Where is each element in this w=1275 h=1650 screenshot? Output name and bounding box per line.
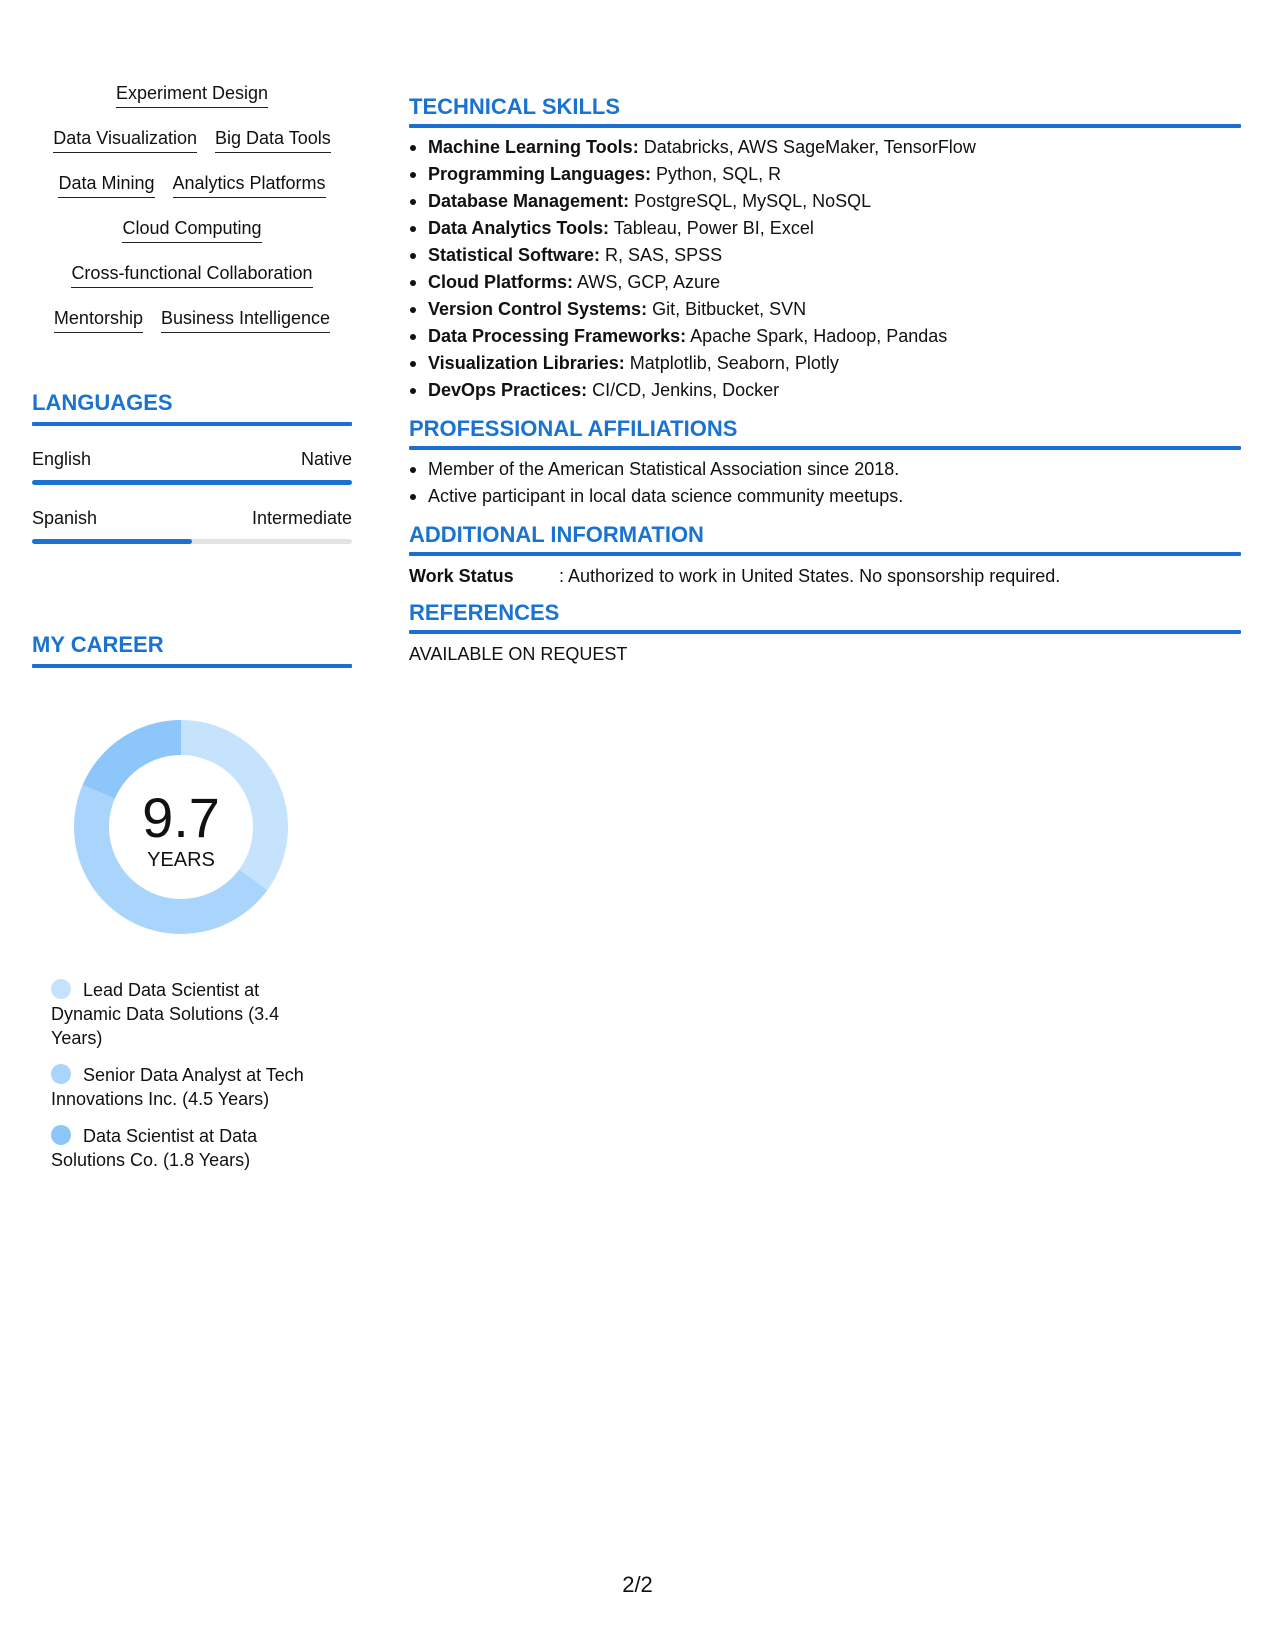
technical-skill-item	[409, 377, 1241, 404]
technical-skill-category: Visualization Libraries:	[428, 353, 625, 373]
language-level-bar	[32, 480, 352, 485]
technical-skill-category: Machine Learning Tools:	[428, 137, 639, 157]
language-item	[32, 448, 352, 485]
affiliations-section	[409, 416, 1241, 510]
languages-title: LANGUAGES	[32, 390, 173, 415]
career-legend	[51, 978, 331, 1172]
language-row	[32, 507, 352, 529]
skill-row	[32, 82, 352, 127]
work-status-label: Work Status	[409, 566, 514, 586]
legend-dot-icon	[51, 1064, 71, 1084]
skill-row	[32, 172, 352, 217]
references-text: AVAILABLE ON REQUEST	[409, 644, 628, 664]
technical-skill-values: Matplotlib, Seaborn, Plotly	[624, 353, 839, 373]
page-number: 2/2	[622, 1572, 653, 1597]
skill-tag: Big Data Tools	[215, 127, 331, 153]
affiliation-item: Active participant in local data science community meetups.	[409, 483, 1241, 510]
technical-skill-item	[409, 215, 1241, 242]
language-level-fill	[32, 539, 192, 544]
technical-skill-values: R, SAS, SPSS	[600, 245, 723, 265]
technical-skill-category: Database Management:	[428, 191, 630, 211]
technical-skill-category: Data Processing Frameworks:	[428, 326, 687, 346]
language-item	[32, 507, 352, 544]
career-legend-item	[51, 1124, 331, 1172]
technical-skill-item	[409, 242, 1241, 269]
skill-tag: Data Mining	[58, 172, 154, 198]
career-title: MY CAREER	[32, 632, 164, 657]
technical-skill-item	[409, 350, 1241, 377]
career-divider	[32, 664, 352, 668]
additional-info-title: ADDITIONAL INFORMATION	[409, 522, 704, 547]
technical-skill-item	[409, 269, 1241, 296]
skill-row	[32, 262, 352, 307]
technical-skill-category: Statistical Software:	[428, 245, 601, 265]
references-divider	[409, 630, 1241, 634]
technical-skill-item	[409, 296, 1241, 323]
skill-row	[32, 127, 352, 172]
technical-skill-values: Git, Bitbucket, SVN	[647, 299, 807, 319]
language-row	[32, 448, 352, 470]
career-legend-label: Senior Data Analyst at Tech Innovations Inc. (4.5 Years)	[51, 1065, 304, 1109]
technical-skills-title: TECHNICAL SKILLS	[409, 94, 621, 119]
technical-skill-values: Databricks, AWS SageMaker, TensorFlow	[638, 137, 976, 157]
legend-dot-icon	[51, 979, 71, 999]
career-legend-item	[51, 1063, 331, 1111]
technical-skills-list	[409, 134, 1241, 404]
skill-tag: Data Visualization	[53, 127, 197, 153]
technical-skill-category: DevOps Practices:	[428, 380, 588, 400]
language-name: English	[32, 449, 92, 469]
language-level: Intermediate	[251, 508, 352, 528]
additional-info-divider	[409, 552, 1241, 556]
references-title: REFERENCES	[409, 600, 560, 625]
skill-tag: Cloud Computing	[122, 217, 261, 243]
skill-row	[32, 307, 352, 352]
skill-tag: Cross-functional Collaboration	[71, 262, 312, 288]
technical-skill-category: Programming Languages:	[428, 164, 652, 184]
skill-tag: Business Intelligence	[161, 307, 330, 333]
right-column	[409, 94, 1241, 678]
career-total-years: 9.7	[142, 786, 220, 849]
additional-info-section	[409, 522, 1241, 588]
affiliations-list	[409, 456, 1241, 510]
languages-section	[32, 390, 352, 544]
affiliations-divider	[409, 446, 1241, 450]
technical-skill-category: Cloud Platforms:	[428, 272, 574, 292]
career-legend-label: Lead Data Scientist at Dynamic Data Solutions (3.4 Years)	[51, 980, 280, 1048]
technical-skill-values: Apache Spark, Hadoop, Pandas	[686, 326, 948, 346]
legend-dot-icon	[51, 1125, 71, 1145]
skill-tag: Experiment Design	[116, 82, 268, 108]
career-section	[32, 632, 352, 1185]
technical-skill-item	[409, 188, 1241, 215]
career-donut-chart	[66, 712, 296, 942]
work-status-row	[409, 564, 1241, 588]
references-section	[409, 600, 1241, 666]
technical-skill-category: Version Control Systems:	[428, 299, 648, 319]
left-column	[32, 82, 352, 1170]
technical-skill-values: Python, SQL, R	[651, 164, 782, 184]
career-legend-label: Data Scientist at Data Solutions Co. (1.8 Years)	[51, 1126, 258, 1170]
language-name: Spanish	[32, 508, 98, 528]
languages-list	[32, 448, 352, 544]
technical-skill-values: PostgreSQL, MySQL, NoSQL	[629, 191, 872, 211]
technical-skill-item	[409, 161, 1241, 188]
technical-skill-values: CI/CD, Jenkins, Docker	[587, 380, 780, 400]
technical-skills-divider	[409, 124, 1241, 128]
career-years-unit: YEARS	[147, 849, 215, 871]
technical-skill-item	[409, 323, 1241, 350]
career-donut-center	[66, 712, 296, 942]
language-level-bar	[32, 539, 352, 544]
affiliations-title: PROFESSIONAL AFFILIATIONS	[409, 416, 738, 441]
technical-skill-item	[409, 134, 1241, 161]
technical-skill-values: AWS, GCP, Azure	[573, 272, 721, 292]
language-level-fill	[32, 480, 352, 485]
affiliation-item: Member of the American Statistical Association since 2018.	[409, 456, 1241, 483]
skill-tag: Mentorship	[54, 307, 143, 333]
languages-divider	[32, 422, 352, 426]
skills-tag-cloud	[32, 82, 352, 352]
technical-skill-values: Tableau, Power BI, Excel	[609, 218, 814, 238]
work-status-value: : Authorized to work in United States. No sponsorship required.	[559, 566, 1061, 586]
skill-tag: Analytics Platforms	[173, 172, 326, 198]
skill-row	[32, 217, 352, 262]
career-legend-item	[51, 978, 331, 1050]
language-level: Native	[300, 449, 352, 469]
technical-skills-section	[409, 94, 1241, 404]
technical-skill-category: Data Analytics Tools:	[428, 218, 610, 238]
